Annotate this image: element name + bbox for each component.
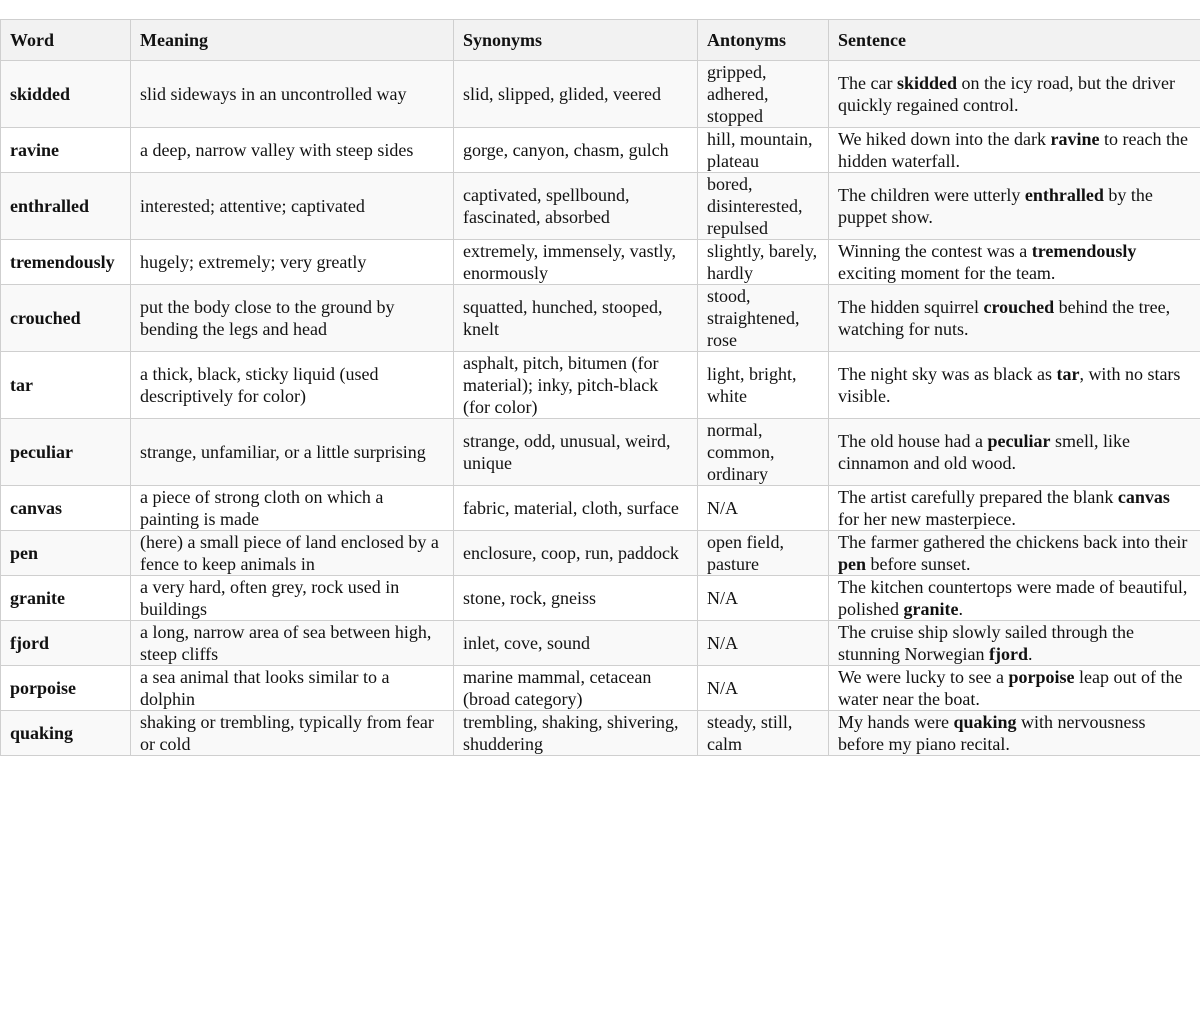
- word-cell: porpoise: [1, 666, 131, 711]
- sentence-cell: [829, 419, 1200, 486]
- antonyms-cell: N/A: [698, 666, 829, 711]
- antonyms-cell: steady, still, calm: [698, 711, 829, 756]
- table-row: [1, 352, 1200, 419]
- word-cell: quaking: [1, 711, 131, 756]
- antonyms-cell: hill, mountain, plateau: [698, 128, 829, 173]
- table-row: [1, 61, 1200, 128]
- sentence-cell: [829, 285, 1200, 352]
- antonyms-cell: slightly, barely, hardly: [698, 240, 829, 285]
- sentence-highlight: pen: [838, 554, 867, 574]
- meaning-cell: (here) a small piece of land enclosed by a fence to keep animals in: [131, 531, 454, 576]
- sentence-highlight: porpoise: [1008, 667, 1075, 687]
- synonyms-cell: trembling, shaking, shivering, shuddering: [454, 711, 698, 756]
- sentence-after: before sunset.: [866, 554, 971, 574]
- sentence-highlight: tar: [1056, 364, 1080, 384]
- antonyms-cell: N/A: [698, 486, 829, 531]
- sentence-cell: [829, 666, 1200, 711]
- sentence-highlight: canvas: [1117, 487, 1170, 507]
- meaning-cell: put the body close to the ground by bending the legs and head: [131, 285, 454, 352]
- antonyms-cell: gripped, adhered, stopped: [698, 61, 829, 128]
- synonyms-cell: strange, odd, unusual, weird, unique: [454, 419, 698, 486]
- sentence-after: to reach the hidden waterfall.: [838, 129, 1188, 171]
- sentence-after: by the puppet show.: [838, 185, 1153, 227]
- vocabulary-table: [0, 19, 1200, 756]
- table-row: [1, 173, 1200, 240]
- sentence-cell: [829, 128, 1200, 173]
- meaning-cell: a long, narrow area of sea between high, steep cliffs: [131, 621, 454, 666]
- sentence-highlight: skidded: [896, 73, 958, 93]
- sentence-after: .: [958, 599, 963, 619]
- table-row: [1, 285, 1200, 352]
- antonyms-cell: stood, straightened, rose: [698, 285, 829, 352]
- word-cell: fjord: [1, 621, 131, 666]
- sentence-after: for her new masterpiece.: [838, 509, 1016, 529]
- sentence-highlight: fjord: [988, 644, 1028, 664]
- synonyms-cell: stone, rock, gneiss: [454, 576, 698, 621]
- sentence-after: with nervousness before my piano recital.: [838, 712, 1146, 754]
- table-body: [1, 61, 1200, 756]
- sentence-after: , with no stars visible.: [838, 364, 1181, 406]
- antonyms-cell: normal, common, ordinary: [698, 419, 829, 486]
- header-synonyms: Synonyms: [454, 20, 698, 61]
- sentence-cell: [829, 531, 1200, 576]
- word-cell: crouched: [1, 285, 131, 352]
- sentence-before: The old house had a: [838, 431, 988, 451]
- meaning-cell: a thick, black, sticky liquid (used descriptively for color): [131, 352, 454, 419]
- word-cell: tremendously: [1, 240, 131, 285]
- sentence-before: We were lucky to see a: [838, 667, 1009, 687]
- table-row: [1, 419, 1200, 486]
- table-header: [1, 20, 1200, 61]
- sentence-before: The children were utterly: [838, 185, 1025, 205]
- sentence-before: We hiked down into the dark: [838, 129, 1051, 149]
- sentence-cell: [829, 240, 1200, 285]
- sentence-before: The hidden squirrel: [838, 297, 984, 317]
- header-row: [1, 20, 1200, 61]
- meaning-cell: a sea animal that looks similar to a dolphin: [131, 666, 454, 711]
- sentence-cell: [829, 61, 1200, 128]
- synonyms-cell: enclosure, coop, run, paddock: [454, 531, 698, 576]
- sentence-cell: [829, 711, 1200, 756]
- synonyms-cell: fabric, material, cloth, surface: [454, 486, 698, 531]
- word-cell: tar: [1, 352, 131, 419]
- sentence-before: My hands were: [838, 712, 954, 732]
- sentence-highlight: crouched: [983, 297, 1055, 317]
- sentence-after: behind the tree, watching for nuts.: [838, 297, 1171, 339]
- word-cell: granite: [1, 576, 131, 621]
- sentence-before: The car: [838, 73, 897, 93]
- sentence-highlight: enthralled: [1024, 185, 1104, 205]
- sentence-before: The night sky was as black as: [838, 364, 1057, 384]
- sentence-after: exciting moment for the team.: [838, 263, 1056, 283]
- antonyms-cell: N/A: [698, 576, 829, 621]
- meaning-cell: slid sideways in an uncontrolled way: [131, 61, 454, 128]
- antonyms-cell: open field, pasture: [698, 531, 829, 576]
- table-row: [1, 621, 1200, 666]
- sentence-before: The artist carefully prepared the blank: [838, 487, 1118, 507]
- meaning-cell: interested; attentive; captivated: [131, 173, 454, 240]
- table-row: [1, 531, 1200, 576]
- antonyms-cell: N/A: [698, 621, 829, 666]
- meaning-cell: shaking or trembling, typically from fear or cold: [131, 711, 454, 756]
- antonyms-cell: light, bright, white: [698, 352, 829, 419]
- table-row: [1, 240, 1200, 285]
- meaning-cell: hugely; extremely; very greatly: [131, 240, 454, 285]
- table-row: [1, 666, 1200, 711]
- synonyms-cell: gorge, canyon, chasm, gulch: [454, 128, 698, 173]
- synonyms-cell: squatted, hunched, stooped, knelt: [454, 285, 698, 352]
- word-cell: skidded: [1, 61, 131, 128]
- synonyms-cell: inlet, cove, sound: [454, 621, 698, 666]
- sentence-highlight: quaking: [953, 712, 1017, 732]
- sentence-highlight: granite: [903, 599, 959, 619]
- sentence-cell: [829, 576, 1200, 621]
- sentence-cell: [829, 173, 1200, 240]
- synonyms-cell: captivated, spellbound, fascinated, absorbed: [454, 173, 698, 240]
- table-row: [1, 128, 1200, 173]
- synonyms-cell: marine mammal, cetacean (broad category): [454, 666, 698, 711]
- sentence-cell: [829, 486, 1200, 531]
- meaning-cell: a piece of strong cloth on which a painting is made: [131, 486, 454, 531]
- table-row: [1, 711, 1200, 756]
- header-meaning: Meaning: [131, 20, 454, 61]
- meaning-cell: a deep, narrow valley with steep sides: [131, 128, 454, 173]
- synonyms-cell: extremely, immensely, vastly, enormously: [454, 240, 698, 285]
- sentence-cell: [829, 352, 1200, 419]
- synonyms-cell: asphalt, pitch, bitumen (for material); inky, pitch-black (for color): [454, 352, 698, 419]
- synonyms-cell: slid, slipped, glided, veered: [454, 61, 698, 128]
- table-row: [1, 486, 1200, 531]
- word-cell: pen: [1, 531, 131, 576]
- sentence-after: .: [1027, 644, 1033, 664]
- header-word: Word: [1, 20, 131, 61]
- sentence-highlight: peculiar: [987, 431, 1051, 451]
- word-cell: enthralled: [1, 173, 131, 240]
- sentence-before: The cruise ship slowly sailed through the stunning Norwegian: [838, 622, 1134, 664]
- sentence-before: The kitchen countertops were made of beautiful, polished: [838, 577, 1188, 619]
- sentence-after: on the icy road, but the driver quickly regained control.: [838, 73, 1175, 115]
- table-row: [1, 576, 1200, 621]
- sentence-after: smell, like cinnamon and old wood.: [838, 431, 1130, 473]
- word-cell: canvas: [1, 486, 131, 531]
- header-antonyms: Antonyms: [698, 20, 829, 61]
- sentence-before: The farmer gathered the chickens back into their: [838, 532, 1188, 552]
- sentence-highlight: tremendously: [1031, 241, 1137, 261]
- antonyms-cell: bored, disinterested, repulsed: [698, 173, 829, 240]
- header-sentence: Sentence: [829, 20, 1200, 61]
- sentence-before: Winning the contest was a: [838, 241, 1032, 261]
- sentence-after: leap out of the water near the boat.: [838, 667, 1183, 709]
- meaning-cell: a very hard, often grey, rock used in buildings: [131, 576, 454, 621]
- meaning-cell: strange, unfamiliar, or a little surprising: [131, 419, 454, 486]
- word-cell: peculiar: [1, 419, 131, 486]
- sentence-cell: [829, 621, 1200, 666]
- word-cell: ravine: [1, 128, 131, 173]
- sentence-highlight: ravine: [1050, 129, 1100, 149]
